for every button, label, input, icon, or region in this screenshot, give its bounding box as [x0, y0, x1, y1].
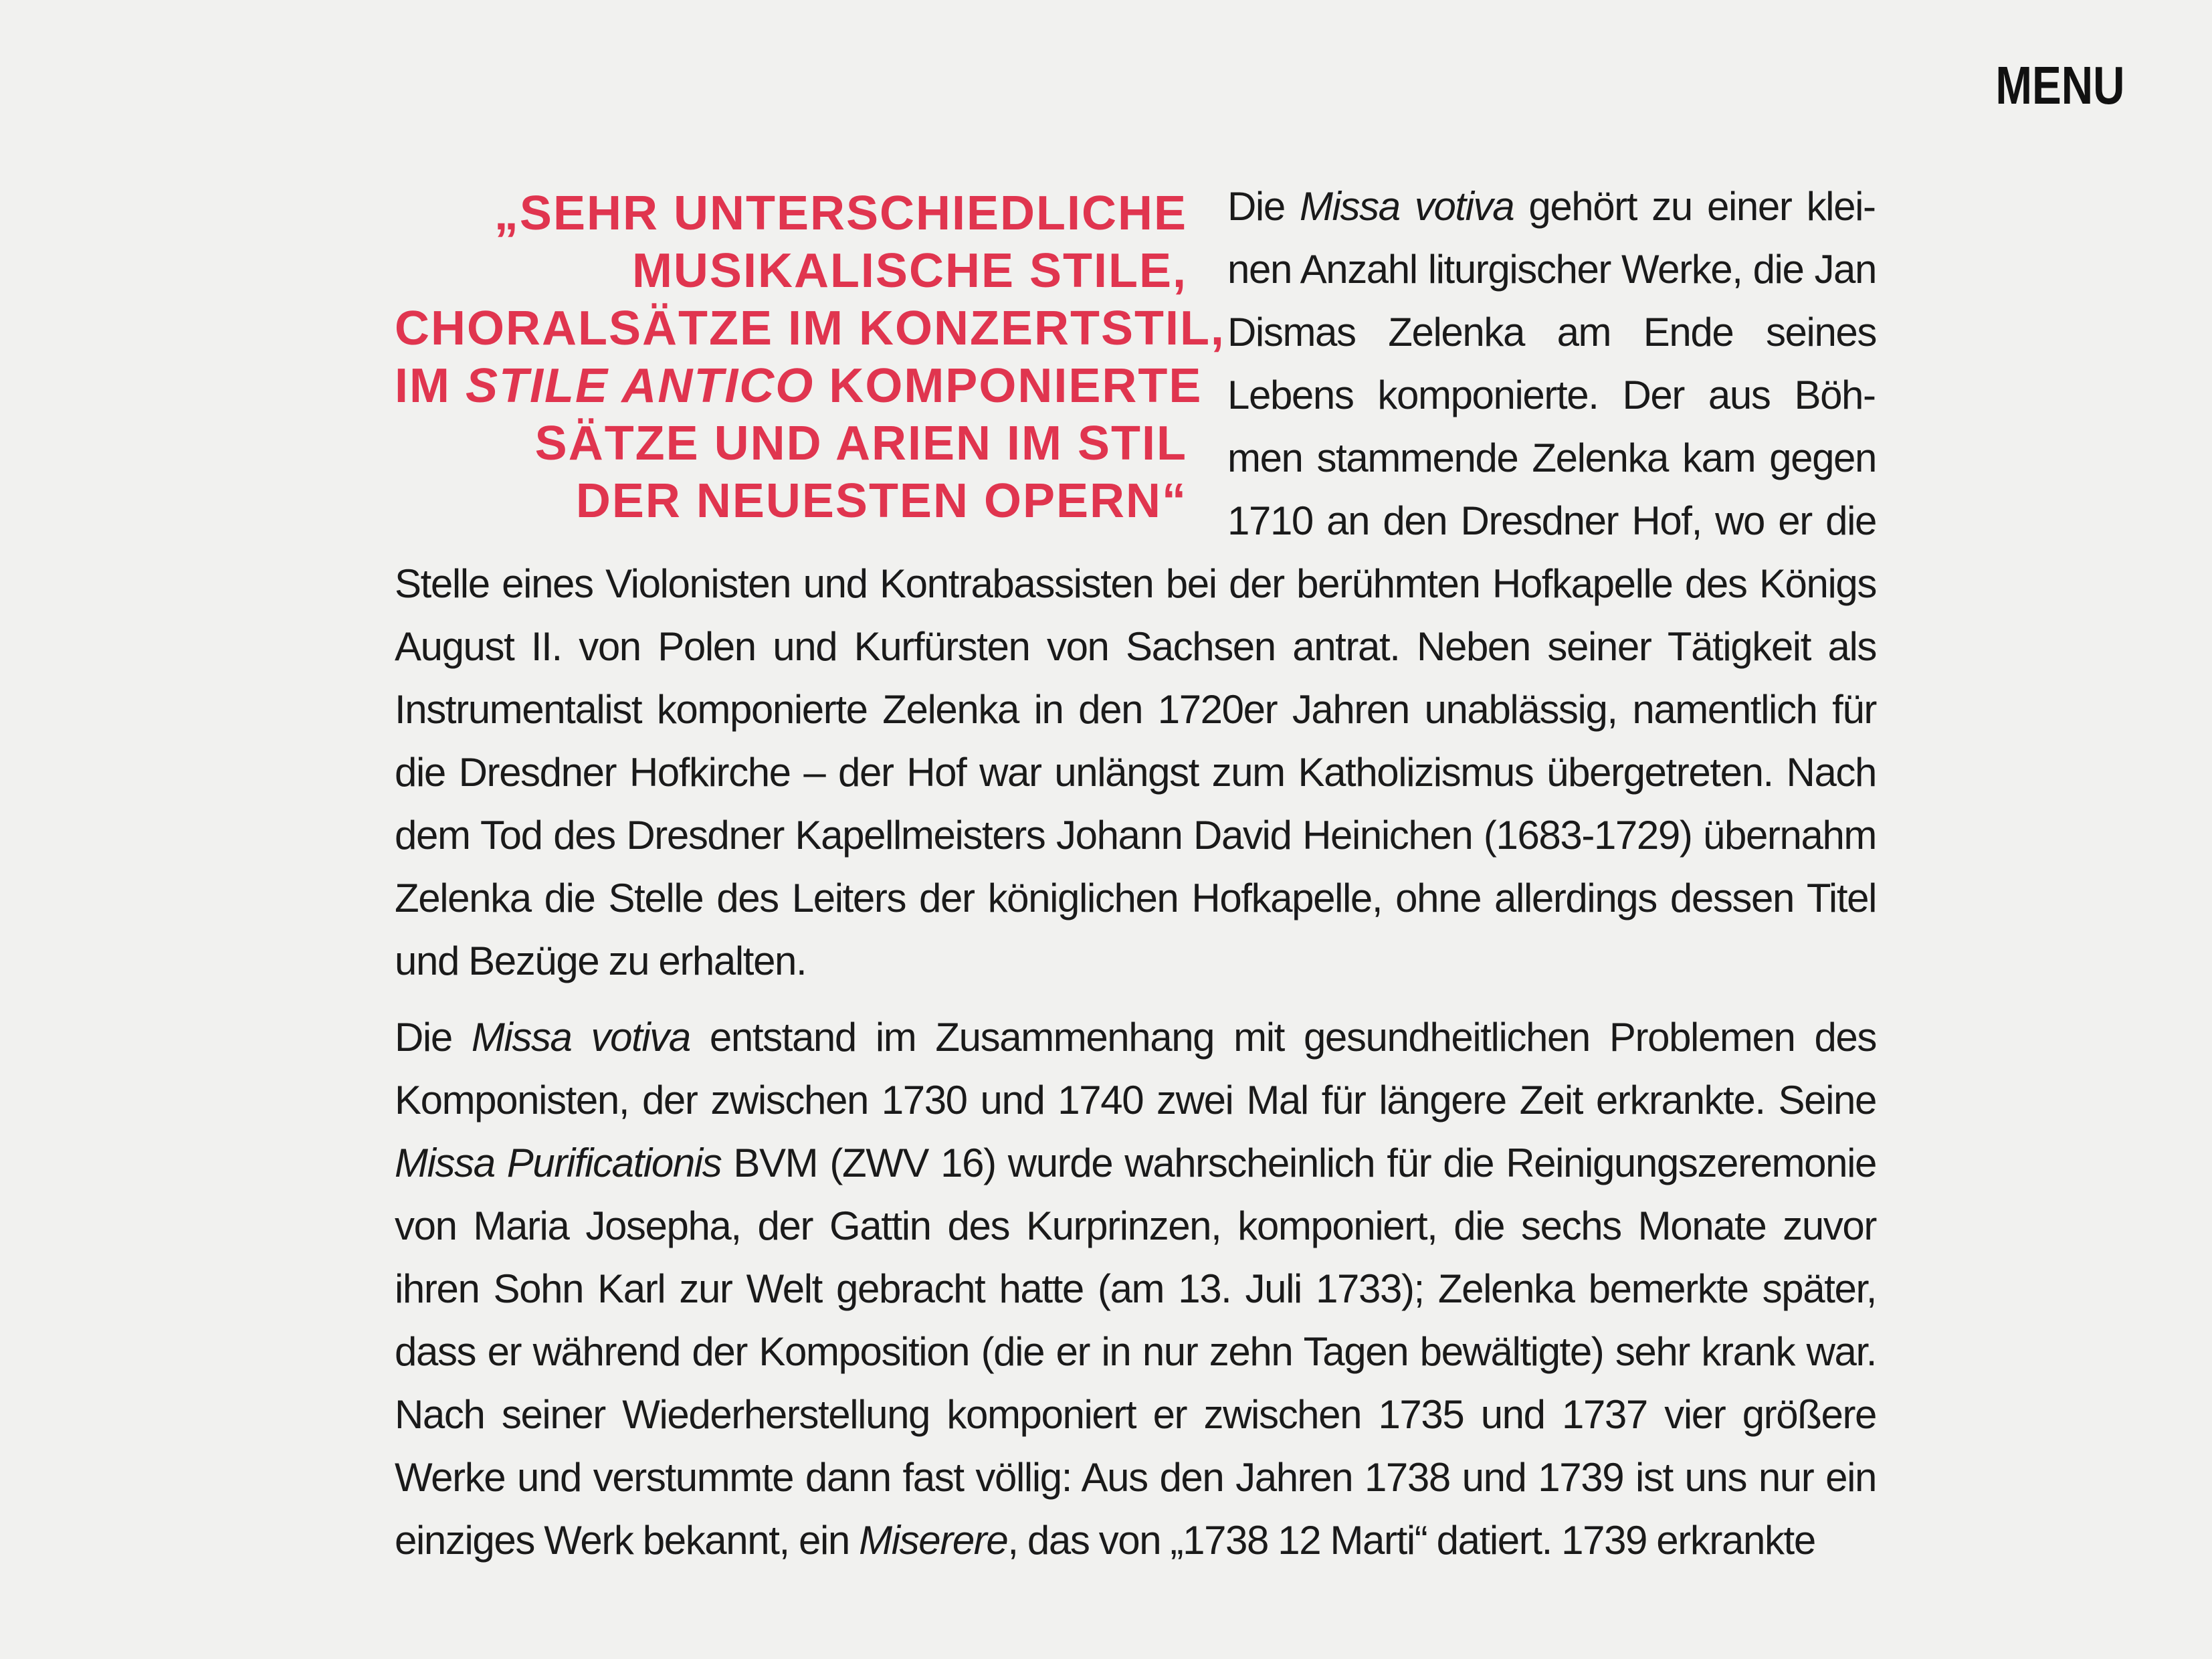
pull-quote-text: IM: [395, 359, 466, 413]
work-title: Missa Purificationis: [395, 1141, 722, 1185]
pull-quote-line: „SEHR UNTERSCHIEDLICHE: [494, 187, 1187, 240]
paragraph: [395, 1006, 1876, 1572]
pull-quote-line: CHORALSÄTZE IM KONZERTSTIL,: [395, 302, 1225, 355]
work-title: Missa votiva: [1300, 184, 1514, 229]
menu-button[interactable]: MENU: [1995, 56, 2125, 115]
work-title: Missa votiva: [471, 1015, 690, 1060]
pull-quote-line: [395, 357, 1203, 415]
work-title: Miserere: [859, 1518, 1008, 1563]
pull-quote-emphasis: STILE ANTICO: [465, 359, 815, 413]
pull-quote-line: DER NEUESTEN OPERN“: [575, 474, 1187, 528]
pull-quote-line: MUSIKALISCHE STILE,: [631, 244, 1187, 298]
pull-quote: [395, 185, 1225, 530]
text-span: , das von „1738 12 Marti“ datiert. 1739 erkrankte: [1007, 1518, 1815, 1563]
text-span: gehört zu einer kleinen Anzahl liturgischer Werke, die Jan Dismas Zelenka am Ende seines Lebens komponierte. Der aus Böhmen stammende Zelenka kam gegen 1710 an den Dresdner Hof, wo er die Stelle eines Violonisten und Kontrabassisten bei der berühmten Hofkapelle des Königs August II. von Polen und Kurfürsten von Sachsen antrat. Neben seiner Tätigkeit als Instrumentalist komponierte Zelenka in den 1720er Jahren unablässig, namentlich für die Dresdner Hofkirche – der Hof war unlängst zum Katholizismus übergetreten. Nach dem Tod des Dresdner Kapellmeisters Johann David Heinichen (1683-1729) übernahm Zelenka die Stelle des Leiters der königlichen Hofkapelle, ohne allerdings dessen Titel und Bezüge zu erhalten.: [395, 184, 1876, 983]
text-span: entstand im Zusammenhang mit gesundheitlichen Problemen des Komponisten, der zwischen 1730 und 1740 zwei Mal für längere Zeit erkrankte. Seine: [395, 1015, 1876, 1123]
article: [395, 175, 1876, 1585]
pull-quote-text: KOMPONIERTE: [814, 359, 1203, 413]
text-span: Die: [395, 1015, 472, 1060]
text-span: BVM (ZWV 16) wurde wahrscheinlich für die Reinigungszeremonie von Maria Josepha, der Gattin des Kurprinzen, komponiert, die sechs Monate zuvor ihren Sohn Karl zur Welt gebracht hatte (am 13. Juli 1733); Zelenka bemerkte später, dass er während der Komposition (die er in nur zehn Tagen bewältigte) sehr krank war. Nach seiner Wiederherstellung komponiert er zwischen 1735 und 1737 vier größere Werke und verstummte dann fast völlig: Aus den Jahren 1738 und 1739 ist uns nur ein einziges Werk bekannt, ein: [395, 1141, 1876, 1563]
text-span: Die: [1227, 184, 1300, 229]
pull-quote-line: SÄTZE UND ARIEN IM STIL: [534, 417, 1187, 470]
